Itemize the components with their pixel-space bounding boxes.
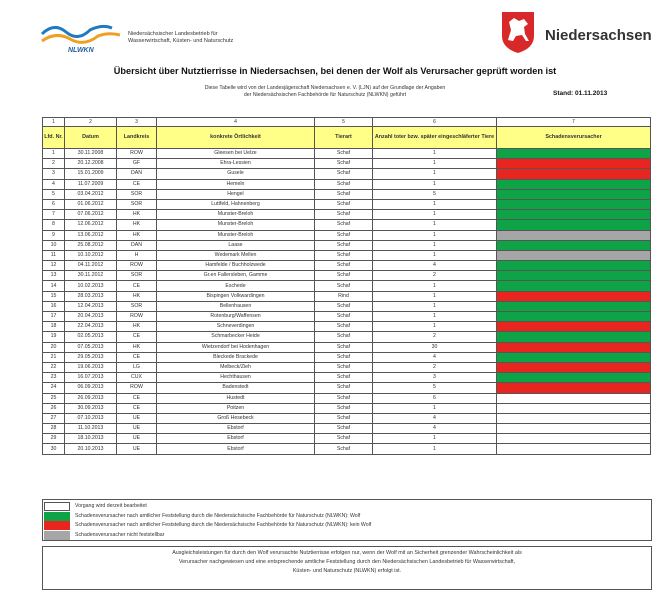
column-number: 5 — [315, 118, 373, 127]
animal-cell: Schaf — [315, 220, 373, 230]
date-cell: 18.10.2013 — [65, 434, 117, 444]
location-cell: Wietzendorf bei Hodenhagen — [157, 342, 315, 352]
animal-cell: Schaf — [315, 434, 373, 444]
date-cell: 13.06.2012 — [65, 230, 117, 240]
column-number-row — [43, 118, 651, 127]
location-cell: Ehra-Lessien — [157, 159, 315, 169]
legend-label: Schadensverursacher nach amtlicher Feststellung durch die Niedersächsische Fachbehörde für Naturschutz (NLWKN): kein Wolf — [75, 522, 372, 528]
table-row — [43, 240, 651, 250]
legend-row — [43, 521, 651, 530]
row-number: 25 — [43, 393, 65, 403]
animal-cell: Schaf — [315, 301, 373, 311]
row-number: 10 — [43, 240, 65, 250]
table-row — [43, 149, 651, 159]
table-row — [43, 159, 651, 169]
table-row — [43, 301, 651, 311]
location-cell: Munster-Breloh — [157, 230, 315, 240]
table-row — [43, 210, 651, 220]
district-cell: CE — [117, 332, 157, 342]
district-cell: SOR — [117, 271, 157, 281]
niedersachsen-horse-crest-icon — [500, 10, 536, 54]
count-cell: 1 — [373, 240, 497, 250]
table-row — [43, 220, 651, 230]
count-cell: 1 — [373, 281, 497, 291]
location-cell: Hengel — [157, 189, 315, 199]
date-cell: 30.09.2013 — [65, 403, 117, 413]
cause-cell — [497, 403, 651, 413]
date-cell: 20.10.2013 — [65, 444, 117, 454]
state-name: Niedersachsen — [545, 27, 652, 44]
column-header: Landkreis — [117, 127, 157, 149]
date-cell: 28.03.2013 — [65, 291, 117, 301]
location-cell: Ebstorf — [157, 434, 315, 444]
table-row — [43, 362, 651, 372]
cause-cell — [497, 149, 651, 159]
footnote-line2: Verursacher nachgewiesen und eine entsprechende amtliche Feststellung durch den Niedersächsischen Landesbetrieb für Wasserwirtschaft, — [178, 559, 516, 565]
date-cell: 01.06.2012 — [65, 199, 117, 209]
cause-cell — [497, 199, 651, 209]
table-row — [43, 373, 651, 383]
column-number: 3 — [117, 118, 157, 127]
row-number: 27 — [43, 413, 65, 423]
animal-cell: Schaf — [315, 189, 373, 199]
footnote-line1: Ausgleichsleistungen für durch den Wolf verursachte Nutztierrisse erfolgen nur, wenn der Wolf mit an Sicherheit grenzender Wahrscheinlichkeit als — [172, 550, 522, 556]
animal-cell: Schaf — [315, 342, 373, 352]
count-cell: 1 — [373, 149, 497, 159]
table-row — [43, 444, 651, 454]
legend-label: Schadensverursacher nicht feststellbar — [75, 531, 165, 538]
row-number: 12 — [43, 261, 65, 271]
date-cell: 12.04.2013 — [65, 301, 117, 311]
district-cell: ROW — [117, 149, 157, 159]
document-header — [0, 0, 665, 62]
date-cell: 20.12.2008 — [65, 159, 117, 169]
table-row — [43, 199, 651, 209]
location-cell: Gusele — [157, 169, 315, 179]
table-row — [43, 250, 651, 260]
location-cell: Bellenhausen — [157, 301, 315, 311]
district-cell: GF — [117, 159, 157, 169]
document-subtitle — [110, 85, 540, 99]
district-cell: SOR — [117, 301, 157, 311]
table-row — [43, 413, 651, 423]
cause-cell — [497, 261, 651, 271]
row-number: 16 — [43, 301, 65, 311]
date-cell: 10.02.2013 — [65, 281, 117, 291]
animal-cell: Schaf — [315, 413, 373, 423]
cause-cell — [497, 220, 651, 230]
district-cell: HK — [117, 220, 157, 230]
column-number: 4 — [157, 118, 315, 127]
animal-cell: Schaf — [315, 169, 373, 179]
legend — [42, 499, 652, 541]
date-cell: 07.10.2013 — [65, 413, 117, 423]
count-cell: 4 — [373, 352, 497, 362]
legend-row — [43, 512, 651, 521]
column-header: Schadensverursacher — [497, 127, 651, 149]
row-number: 14 — [43, 281, 65, 291]
animal-cell: Schaf — [315, 373, 373, 383]
count-cell: 1 — [373, 230, 497, 240]
location-cell: Badenstedt — [157, 383, 315, 393]
district-cell: UE — [117, 434, 157, 444]
table-row — [43, 291, 651, 301]
animal-cell: Schaf — [315, 271, 373, 281]
date-cell: 15.01.2009 — [65, 169, 117, 179]
date-cell: 11.07.2009 — [65, 179, 117, 189]
district-cell: CE — [117, 281, 157, 291]
nlwkn-logo — [40, 14, 122, 54]
footnote — [42, 546, 652, 590]
district-cell: UE — [117, 444, 157, 454]
cause-cell — [497, 240, 651, 250]
row-number: 19 — [43, 332, 65, 342]
district-cell: HK — [117, 210, 157, 220]
location-cell: Hechthausen — [157, 373, 315, 383]
date-cell: 26.09.2013 — [65, 393, 117, 403]
date-cell: 07.06.2012 — [65, 210, 117, 220]
animal-cell: Schaf — [315, 240, 373, 250]
district-cell: DAN — [117, 240, 157, 250]
table-row — [43, 312, 651, 322]
date-cell: 06.09.2013 — [65, 383, 117, 393]
animal-cell: Schaf — [315, 362, 373, 372]
column-number: 1 — [43, 118, 65, 127]
cause-cell — [497, 434, 651, 444]
location-cell: Munster-Breloh — [157, 210, 315, 220]
animal-cell: Schaf — [315, 332, 373, 342]
row-number: 6 — [43, 199, 65, 209]
animal-cell: Schaf — [315, 444, 373, 454]
district-cell: CE — [117, 393, 157, 403]
row-number: 18 — [43, 322, 65, 332]
district-cell: HK — [117, 322, 157, 332]
row-number: 3 — [43, 169, 65, 179]
location-cell: Bleckede Brackede — [157, 352, 315, 362]
count-cell: 2 — [373, 362, 497, 372]
table-row — [43, 261, 651, 271]
location-cell: Hustedt — [157, 393, 315, 403]
column-header: Lfd. Nr. — [43, 127, 65, 149]
column-number: 6 — [373, 118, 497, 127]
date-cell: 20.04.2013 — [65, 312, 117, 322]
row-number: 23 — [43, 373, 65, 383]
district-cell: CE — [117, 179, 157, 189]
table-row — [43, 342, 651, 352]
animal-cell: Schaf — [315, 322, 373, 332]
cause-cell — [497, 332, 651, 342]
column-number: 2 — [65, 118, 117, 127]
date-cell: 02.05.2013 — [65, 332, 117, 342]
count-cell: 1 — [373, 312, 497, 322]
count-cell: 6 — [373, 393, 497, 403]
cause-cell — [497, 210, 651, 220]
row-number: 29 — [43, 434, 65, 444]
count-cell: 1 — [373, 169, 497, 179]
location-cell: Bispingen Volkwardingen — [157, 291, 315, 301]
row-number: 2 — [43, 159, 65, 169]
location-cell: Laase — [157, 240, 315, 250]
livestock-kill-table — [42, 117, 651, 455]
table-row — [43, 322, 651, 332]
count-cell: 1 — [373, 199, 497, 209]
location-cell: Melbeck/Zieh — [157, 362, 315, 372]
table-row — [43, 352, 651, 362]
row-number: 1 — [43, 149, 65, 159]
document-title: Übersicht über Nutztierrisse in Niedersachsen, bei denen der Wolf als Verursacher geprüft worden ist — [113, 66, 557, 76]
row-number: 24 — [43, 383, 65, 393]
animal-cell: Schaf — [315, 210, 373, 220]
animal-cell: Schaf — [315, 312, 373, 322]
location-cell: Ebstorf — [157, 444, 315, 454]
district-cell: UE — [117, 424, 157, 434]
footnote-line3: Küsten- und Naturschutz (NLWKN) erfolgt ist. — [292, 568, 402, 574]
district-cell: CE — [117, 352, 157, 362]
animal-cell: Schaf — [315, 149, 373, 159]
row-number: 5 — [43, 189, 65, 199]
cause-cell — [497, 250, 651, 260]
cause-cell — [497, 342, 651, 352]
location-cell: Poitzen — [157, 403, 315, 413]
district-cell: ROW — [117, 383, 157, 393]
district-cell: HK — [117, 230, 157, 240]
cause-cell — [497, 159, 651, 169]
date-cell: 07.05.2013 — [65, 342, 117, 352]
count-cell: 4 — [373, 424, 497, 434]
district-cell: DAN — [117, 169, 157, 179]
row-number: 8 — [43, 220, 65, 230]
cause-cell — [497, 312, 651, 322]
animal-cell: Schaf — [315, 383, 373, 393]
column-header: Anzahl toter bzw. später eingeschläferter Tiere — [373, 127, 497, 149]
location-cell: Gr.en Fallersleben, Gamme — [157, 271, 315, 281]
nlwkn-logo-text: NLWKN — [68, 47, 94, 54]
count-cell: 2 — [373, 332, 497, 342]
district-cell: SOR — [117, 189, 157, 199]
legend-label: Schadensverursacher nach amtlicher Feststellung durch die Niedersächsische Fachbehörde für Naturschutz (NLWKN): Wolf — [75, 512, 361, 519]
district-cell: SOR — [117, 199, 157, 209]
cause-cell — [497, 230, 651, 240]
count-cell: 1 — [373, 159, 497, 169]
date-cell: 04.11.2012 — [65, 261, 117, 271]
count-cell: 1 — [373, 291, 497, 301]
table-row — [43, 434, 651, 444]
district-cell: HK — [117, 342, 157, 352]
cause-cell — [497, 301, 651, 311]
district-cell: LG — [117, 362, 157, 372]
count-cell: 30 — [373, 342, 497, 352]
stand-date: Stand: 01.11.2013 — [553, 90, 608, 97]
subtitle-line1: Diese Tabelle wird von der Landesjägerschaft Niedersachsen e. V. (LJN) auf der Grundlage der Angaben — [204, 85, 446, 91]
count-cell: 4 — [373, 413, 497, 423]
row-number: 30 — [43, 444, 65, 454]
column-header: Datum — [65, 127, 117, 149]
date-cell: 30.11.2008 — [65, 149, 117, 159]
table-row — [43, 189, 651, 199]
date-cell: 30.11.2012 — [65, 271, 117, 281]
location-cell: Ebstorf — [157, 424, 315, 434]
date-cell: 16.07.2013 — [65, 373, 117, 383]
date-cell: 11.10.2013 — [65, 424, 117, 434]
table-row — [43, 393, 651, 403]
row-number: 11 — [43, 250, 65, 260]
animal-cell: Schaf — [315, 250, 373, 260]
animal-cell: Schaf — [315, 199, 373, 209]
location-cell: Wedemark Mellen — [157, 250, 315, 260]
legend-row — [43, 502, 651, 511]
count-cell: 1 — [373, 322, 497, 332]
date-cell: 12.06.2012 — [65, 220, 117, 230]
cause-cell — [497, 291, 651, 301]
table-row — [43, 281, 651, 291]
date-cell: 25.08.2012 — [65, 240, 117, 250]
count-cell: 1 — [373, 250, 497, 260]
location-cell: Munster-Breloh — [157, 220, 315, 230]
location-cell: Eschede — [157, 281, 315, 291]
table-row — [43, 230, 651, 240]
legend-row — [43, 531, 651, 540]
count-cell: 2 — [373, 271, 497, 281]
column-header: Tierart — [315, 127, 373, 149]
row-number: 28 — [43, 424, 65, 434]
animal-cell: Schaf — [315, 179, 373, 189]
row-number: 21 — [43, 352, 65, 362]
district-cell: ROW — [117, 261, 157, 271]
district-cell: UE — [117, 413, 157, 423]
cause-cell — [497, 362, 651, 372]
table-row — [43, 383, 651, 393]
row-number: 9 — [43, 230, 65, 240]
cause-cell — [497, 424, 651, 434]
cause-cell — [497, 352, 651, 362]
cause-cell — [497, 169, 651, 179]
table-row — [43, 403, 651, 413]
row-number: 13 — [43, 271, 65, 281]
table-row — [43, 169, 651, 179]
animal-cell: Schaf — [315, 393, 373, 403]
count-cell: 4 — [373, 261, 497, 271]
district-cell: CUX — [117, 373, 157, 383]
subtitle-line2: der Niedersächsischen Fachbehörde für Naturschutz (NLWKN) geführt — [243, 92, 407, 98]
count-cell: 1 — [373, 301, 497, 311]
row-number: 17 — [43, 312, 65, 322]
district-cell: H — [117, 250, 157, 260]
cause-cell — [497, 271, 651, 281]
nlwkn-desc-line2: Wasserwirtschaft, Küsten- und Naturschutz — [128, 37, 234, 44]
count-cell: 1 — [373, 444, 497, 454]
location-cell: Schmarbecker Heide — [157, 332, 315, 342]
row-number: 7 — [43, 210, 65, 220]
count-cell: 5 — [373, 189, 497, 199]
animal-cell: Rind — [315, 291, 373, 301]
count-cell: 3 — [373, 373, 497, 383]
date-cell: 22.04.2013 — [65, 322, 117, 332]
cause-cell — [497, 189, 651, 199]
row-number: 20 — [43, 342, 65, 352]
animal-cell: Schaf — [315, 230, 373, 240]
date-cell: 10.10.2012 — [65, 250, 117, 260]
cause-cell — [497, 383, 651, 393]
animal-cell: Schaf — [315, 261, 373, 271]
location-cell: Hemeln — [157, 179, 315, 189]
row-number: 4 — [43, 179, 65, 189]
header-row — [43, 127, 651, 149]
table-row — [43, 332, 651, 342]
district-cell: ROW — [117, 312, 157, 322]
cause-cell — [497, 322, 651, 332]
date-cell: 29.05.2013 — [65, 352, 117, 362]
location-cell: Rotenburg/Waffensen — [157, 312, 315, 322]
animal-cell: Schaf — [315, 403, 373, 413]
column-header: konkrete Örtlichkeit — [157, 127, 315, 149]
location-cell: Gleesen bei Uelze — [157, 149, 315, 159]
cause-cell — [497, 281, 651, 291]
legend-swatch — [44, 512, 70, 521]
cause-cell — [497, 444, 651, 454]
count-cell: 1 — [373, 403, 497, 413]
legend-swatch — [44, 531, 70, 540]
legend-label: Vorgang wird derzeit bearbeitet — [75, 503, 147, 509]
date-cell: 19.06.2013 — [65, 362, 117, 372]
cause-cell — [497, 373, 651, 383]
animal-cell: Schaf — [315, 424, 373, 434]
count-cell: 1 — [373, 434, 497, 444]
location-cell: Hamfelde / Buchholzwede — [157, 261, 315, 271]
table-row — [43, 424, 651, 434]
animal-cell: Schaf — [315, 159, 373, 169]
legend-swatch — [44, 521, 70, 530]
district-cell: CE — [117, 403, 157, 413]
table-row — [43, 179, 651, 189]
nlwkn-description — [128, 31, 308, 44]
row-number: 22 — [43, 362, 65, 372]
count-cell: 1 — [373, 210, 497, 220]
count-cell: 1 — [373, 179, 497, 189]
animal-cell: Schaf — [315, 281, 373, 291]
location-cell: Groß Hesebeck — [157, 413, 315, 423]
location-cell: Luttfeld, Hahnenberg — [157, 199, 315, 209]
location-cell: Schneverdingen — [157, 322, 315, 332]
row-number: 15 — [43, 291, 65, 301]
table-row — [43, 271, 651, 281]
animal-cell: Schaf — [315, 352, 373, 362]
cause-cell — [497, 393, 651, 403]
count-cell: 5 — [373, 383, 497, 393]
column-number: 7 — [497, 118, 651, 127]
nlwkn-desc-line1: Niedersächsischer Landesbetrieb für — [128, 31, 218, 37]
cause-cell — [497, 179, 651, 189]
legend-swatch — [44, 502, 70, 511]
district-cell: HK — [117, 291, 157, 301]
row-number: 26 — [43, 403, 65, 413]
date-cell: 03.04.2012 — [65, 189, 117, 199]
cause-cell — [497, 413, 651, 423]
count-cell: 1 — [373, 220, 497, 230]
